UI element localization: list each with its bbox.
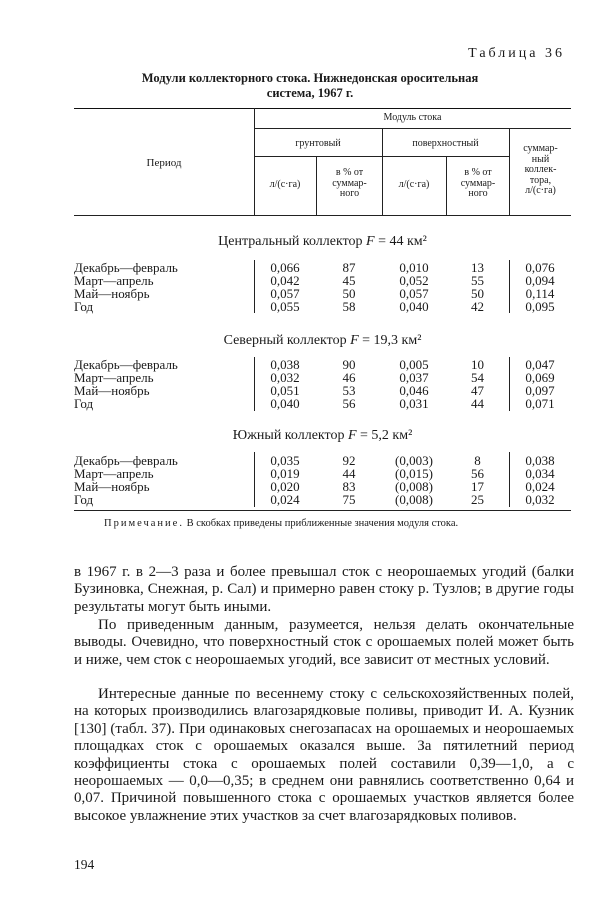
- cell-surface-pct: 10: [471, 357, 484, 372]
- header-percent: [447, 168, 509, 200]
- header-bottom-rule: [74, 215, 571, 216]
- header-rule-1: [254, 128, 571, 129]
- cell-ground-pct: 83: [342, 479, 356, 494]
- cell-ground-pct: 56: [342, 396, 356, 411]
- row-period: Май—ноябрь: [74, 383, 150, 398]
- header-vline: [254, 108, 255, 215]
- cell-ground: 0,040: [270, 396, 300, 411]
- cell-surface-pct: 54: [471, 370, 484, 385]
- row-period: Март—апрель: [74, 273, 154, 288]
- cell-total: 0,024: [525, 479, 555, 494]
- header-ground: грунтовый: [295, 138, 341, 149]
- table-row: [74, 493, 571, 506]
- section-title: Северный коллектор F = 19,3 км²: [223, 333, 422, 348]
- header-surface: поверхностный: [412, 138, 479, 149]
- cell-surface-pct: 56: [471, 466, 484, 481]
- cell-total: 0,032: [525, 492, 555, 507]
- row-period: Год: [74, 492, 94, 507]
- cell-ground-pct: 75: [342, 492, 356, 507]
- row-period: Декабрь—февраль: [74, 453, 178, 468]
- table-row: [74, 384, 571, 397]
- header-total-line: л/(с·га): [525, 185, 556, 196]
- table-row: [74, 397, 571, 410]
- paragraph-text: По приведенным данным, разумеется, нельзя делать окончательные выводы. Очевидно, что поверхностный сток с орошаемых полей может быть и ниже, чем сток с неорошаемых угодий, все зависит от местных условий.: [74, 617, 574, 668]
- cell-ground: 0,051: [270, 383, 300, 398]
- paragraph: [74, 564, 574, 616]
- row-period: Декабрь—февраль: [74, 260, 178, 275]
- cell-ground: 0,042: [270, 273, 300, 288]
- cell-ground: 0,066: [270, 260, 300, 275]
- cell-total: 0,076: [525, 260, 555, 275]
- cell-ground-pct: 58: [342, 299, 356, 314]
- header-percent-line: в % от: [464, 167, 492, 178]
- cell-ground: 0,019: [270, 466, 300, 481]
- section-title: Южный коллектор F = 5,2 км²: [232, 428, 413, 443]
- cell-ground: 0,055: [270, 299, 300, 314]
- table-note: [104, 518, 458, 529]
- header-total-line: коллек-: [524, 164, 557, 175]
- cell-surface: (0,015): [395, 466, 433, 481]
- table-top-rule: [74, 108, 571, 109]
- header-module: Модуль стока: [383, 112, 442, 123]
- page-number: 194: [74, 857, 95, 872]
- note-label: Примечание.: [104, 518, 184, 529]
- cell-ground-pct: 46: [342, 370, 356, 385]
- cell-total: 0,097: [525, 383, 555, 398]
- cell-surface-pct: 55: [471, 273, 484, 288]
- header-unit: л/(с·га): [398, 179, 430, 190]
- cell-ground-pct: 44: [342, 466, 356, 481]
- header-percent-line: в % от: [335, 167, 364, 178]
- table-row: [74, 287, 571, 300]
- row-period: Май—ноябрь: [74, 286, 150, 301]
- cell-surface-pct: 42: [471, 299, 484, 314]
- cell-surface: 0,037: [399, 370, 429, 385]
- paragraph-text: в 1967 г. в 2—3 раза и более превышал сток с неорошаемых угодий (балки Бузиновка, Снежная, р. Сал) и примерно равен стоку р. Тузлов; в другие годы результаты могут быть иными.: [74, 564, 574, 615]
- cell-total: 0,069: [525, 370, 555, 385]
- table-caption: [100, 71, 520, 101]
- cell-ground-pct: 45: [342, 273, 356, 288]
- header-percent-line: ного: [468, 188, 488, 199]
- cell-surface-pct: 13: [471, 260, 484, 275]
- row-period: Март—апрель: [74, 370, 154, 385]
- row-period: Декабрь—февраль: [74, 357, 178, 372]
- header-unit: л/(с·га): [269, 179, 301, 190]
- row-period: Год: [74, 299, 94, 314]
- section-title: Центральный коллектор F = 44 км²: [218, 234, 427, 249]
- cell-total: 0,071: [525, 396, 555, 411]
- table-bottom-rule: [74, 510, 571, 511]
- cell-surface: 0,057: [399, 286, 429, 301]
- header-percent: [317, 168, 382, 200]
- cell-surface: 0,046: [399, 383, 429, 398]
- header-percent-line: суммар-: [460, 177, 496, 189]
- cell-ground: 0,032: [270, 370, 300, 385]
- cell-ground-pct: 53: [342, 383, 356, 398]
- paragraph: [74, 686, 574, 825]
- cell-surface: 0,052: [399, 273, 429, 288]
- header-total-line: суммар-: [523, 143, 558, 154]
- caption-line-1: Модули коллекторного стока. Нижнедонская оросительная: [141, 71, 479, 85]
- cell-ground: 0,024: [270, 492, 300, 507]
- header-total-line: тора,: [529, 174, 552, 186]
- table-row: [74, 300, 571, 313]
- cell-surface-pct: 17: [471, 479, 484, 494]
- row-period: Март—апрель: [74, 466, 154, 481]
- cell-surface: 0,010: [399, 260, 429, 275]
- cell-ground-pct: 50: [342, 286, 356, 301]
- row-period: Год: [74, 396, 94, 411]
- cell-total: 0,038: [525, 453, 555, 468]
- table-row: [74, 480, 571, 493]
- header-period: Период: [146, 157, 182, 169]
- paragraph-text: Интересные данные по весеннему стоку с сельскохозяйственных полей, на которых производились влагозарядковые поливы, приводит И. А. Кузник [130] (табл. 37). При одинаковых снегозапасах на орошаемых и неорошаемых площадках сток с орошаемых оказался выше. За пятилетний период коэффициенты стока с орошаемых полей составили 0,39—1,0, а с неорошаемых — 0,0—0,35; в среднем они равнялись соответственно 0,64 и 0,07. Причиной повышенного стока с орошаемых участков является более высокое увлажнение этих участков за счет влагозарядковых поливов.: [74, 686, 574, 824]
- header-total-line: ный: [531, 153, 550, 165]
- cell-surface: 0,040: [399, 299, 429, 314]
- cell-surface-pct: 25: [471, 492, 484, 507]
- cell-surface: (0,008): [395, 492, 433, 507]
- paragraph: [74, 617, 574, 669]
- cell-ground-pct: 87: [342, 260, 356, 275]
- note-text: В скобках приведены приближенные значения модуля стока.: [183, 518, 459, 529]
- header-percent-line: суммар-: [332, 177, 367, 189]
- cell-total: 0,095: [525, 299, 555, 314]
- header-total: [510, 144, 571, 197]
- cell-surface-pct: 8: [474, 453, 481, 468]
- cell-ground: 0,020: [270, 479, 300, 494]
- table-number: Таблица 36: [468, 46, 565, 61]
- cell-ground-pct: 92: [342, 453, 356, 468]
- cell-total: 0,034: [525, 466, 555, 481]
- cell-total: 0,047: [525, 357, 555, 372]
- cell-surface-pct: 50: [471, 286, 484, 301]
- cell-total: 0,114: [525, 286, 555, 301]
- cell-surface: (0,008): [395, 479, 433, 494]
- cell-ground: 0,057: [270, 286, 300, 301]
- cell-total: 0,094: [525, 273, 555, 288]
- cell-ground: 0,035: [270, 453, 300, 468]
- cell-surface: 0,031: [399, 396, 429, 411]
- cell-ground: 0,038: [270, 357, 300, 372]
- cell-surface-pct: 47: [471, 383, 484, 398]
- row-period: Май—ноябрь: [74, 479, 150, 494]
- cell-surface-pct: 44: [471, 396, 484, 411]
- header-percent-line: ного: [339, 188, 360, 199]
- caption-line-2: система, 1967 г.: [266, 86, 354, 100]
- cell-surface: 0,005: [399, 357, 429, 372]
- cell-surface: (0,003): [395, 453, 433, 468]
- cell-ground-pct: 90: [342, 357, 356, 372]
